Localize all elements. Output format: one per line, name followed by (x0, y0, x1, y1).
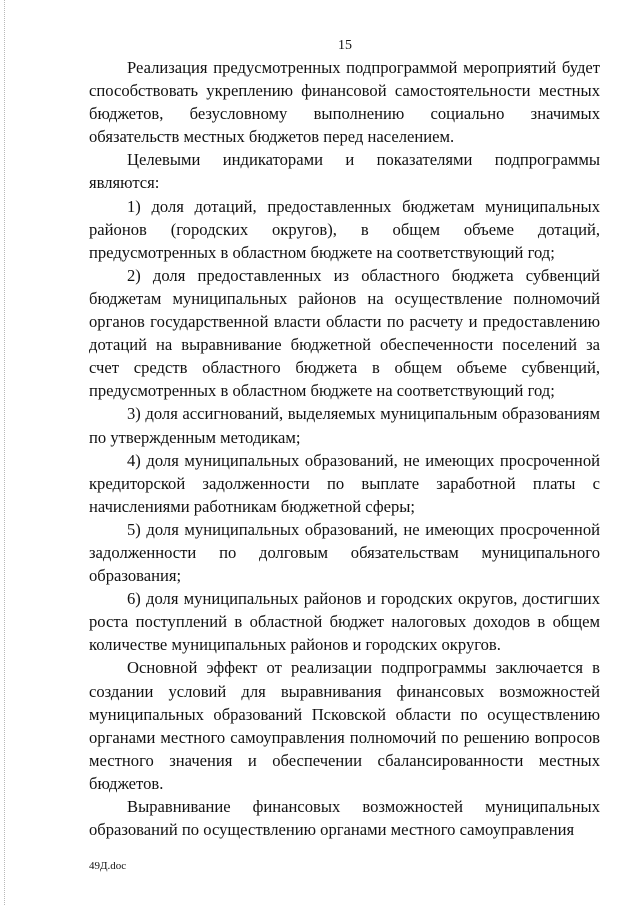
list-item-5: 5) доля муниципальных образований, не имеющих просроченной задолженности по долговым обязательствам муниципального образования; (89, 519, 600, 586)
paragraph-main-effect: Основной эффект от реализации подпрограммы заключается в создании условий для выравнивания финансовых возможностей муниципальных образований Псковской области по осуществлению органами местного самоуправления полномочий по решению вопросов местного значения и обеспечении сбалансированности местных бюджетов. (89, 658, 600, 793)
page-number: 15 (338, 38, 352, 53)
list-item-3: 3) доля ассигнований, выделяемых муниципальным образованиям по утвержденным методикам; (89, 404, 600, 447)
list-item-4: 4) доля муниципальных образований, не имеющих просроченной кредиторской задолженности по выплате заработной платы с начислениями работникам бюджетной сферы; (89, 450, 600, 516)
page-edge-rule (4, 0, 5, 905)
list-item-1: 1) доля дотаций, предоставленных бюджетам муниципальных районов (городских округов), в общем объеме дотаций, предусмотренных в областном бюджете на соответствующий год; (89, 196, 600, 262)
paragraph-intro: Реализация предусмотренных подпрограммой мероприятий будет способствовать укреплению финансовой самостоятельности местных бюджетов, безусловному выполнению социально значимых обязательств местных бюджетов перед населением. (89, 58, 600, 147)
paragraph-equalization: Выравнивание финансовых возможностей муниципальных образований по осуществлению органами местного самоуправления (89, 797, 600, 840)
list-item-6: 6) доля муниципальных районов и городских округов, достигших роста поступлений в областной бюджет налоговых доходов в общем количестве муниципальных районов и городских округов. (89, 589, 600, 655)
list-item-2: 2) доля предоставленных из областного бюджета субвенций бюджетам муниципальных районов на осуществление полномочий органов государственной власти области по расчету и предоставлению дотаций на выравнивание бюджетной обеспеченности поселений за счет средств областного бюджета в общем объеме субвенций, предусмотренных в областном бюджете на соответствующий год; (89, 265, 600, 401)
file-name-footer: 49Д.doc (89, 860, 127, 872)
document-body (89, 56, 600, 841)
paragraph-indicators-heading: Целевыми индикаторами и показателями подпрограммы являются: (89, 150, 600, 193)
